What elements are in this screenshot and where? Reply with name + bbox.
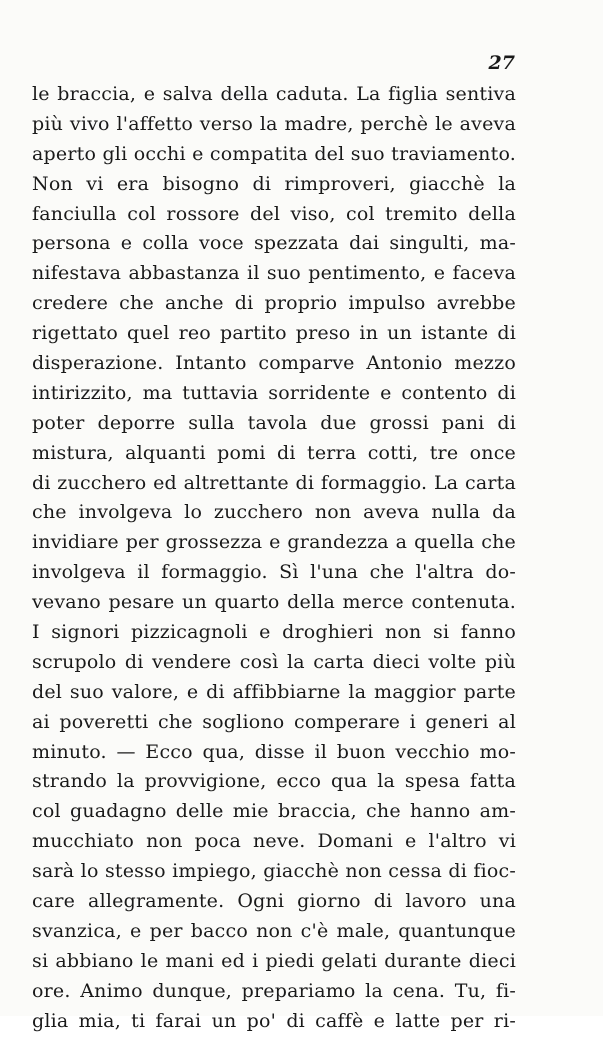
text-line: poter deporre sulla tavola due grossi pani di [32, 411, 516, 434]
text-line: svanzica, e per bacco non c'è male, quantunque [32, 919, 516, 942]
text-line: persona e colla voce spezzata dai singulti, ma- [32, 232, 516, 255]
text-line: più vivo l'affetto verso la madre, perchè le aveva [32, 112, 516, 135]
text-line: mucchiato non poca neve. Domani e l'altro vi [32, 830, 516, 853]
text-line: fanciulla col rossore del viso, col tremito della [32, 202, 516, 225]
text-line: col guadagno delle mie braccia, che hanno am- [32, 800, 516, 823]
body-text [32, 80, 516, 1037]
text-line: sarà lo stesso impiego, giacchè non cessa di fioc- [32, 860, 516, 883]
text-line: che involgeva lo zucchero non aveva nulla da [32, 501, 516, 524]
text-line: invidiare per grossezza e grandezza a quella che [32, 531, 516, 554]
text-line: ai poveretti che sogliono comperare i generi al [32, 710, 516, 733]
text-line: credere che anche di proprio impulso avrebbe [32, 292, 516, 315]
text-line: vevano pesare un quarto della merce contenuta. [32, 591, 516, 614]
text-line: si abbiano le mani ed i piedi gelati durante dieci [32, 949, 516, 972]
text-line: del suo valore, e di affibbiarne la maggior parte [32, 680, 516, 703]
text-line: intirizzito, ma tuttavia sorridente e contento di [32, 381, 516, 404]
text-line: involgeva il formaggio. Sì l'una che l'altra do- [32, 561, 516, 584]
text-line: Non vi era bisogno di rimproveri, giacchè la [32, 172, 516, 195]
text-line: ore. Animo dunque, prepariamo la cena. Tu, fi- [32, 979, 516, 1002]
text-line: rigettato quel reo partito preso in un istante di [32, 322, 516, 345]
page-number: 27 [488, 52, 515, 74]
text-line: care allegramente. Ogni giorno di lavoro una [32, 890, 516, 913]
text-line: nifestava abbastanza il suo pentimento, e faceva [32, 262, 516, 285]
text-line: le braccia, e salva della caduta. La figlia sentiva [32, 83, 516, 105]
text-line: glia mia, ti farai un po' di caffè e latte per ri- [32, 1009, 516, 1032]
text-line: disperazione. Intanto comparve Antonio mezzo [32, 352, 516, 375]
text-line: aperto gli occhi e compatita del suo traviamento. [32, 142, 516, 165]
text-line: strando la provvigione, ecco qua la spesa fatta [32, 770, 516, 793]
text-line: I signori pizzicagnoli e droghieri non si fanno [32, 621, 516, 644]
text-line: minuto. — Ecco qua, disse il buon vecchio mo- [32, 740, 516, 763]
text-line: scrupolo di vendere così la carta dieci volte più [32, 650, 516, 673]
text-line: mistura, alquanti pomi di terra cotti, tre once [32, 441, 516, 464]
text-line: di zucchero ed altrettante di formaggio. La carta [32, 471, 516, 494]
